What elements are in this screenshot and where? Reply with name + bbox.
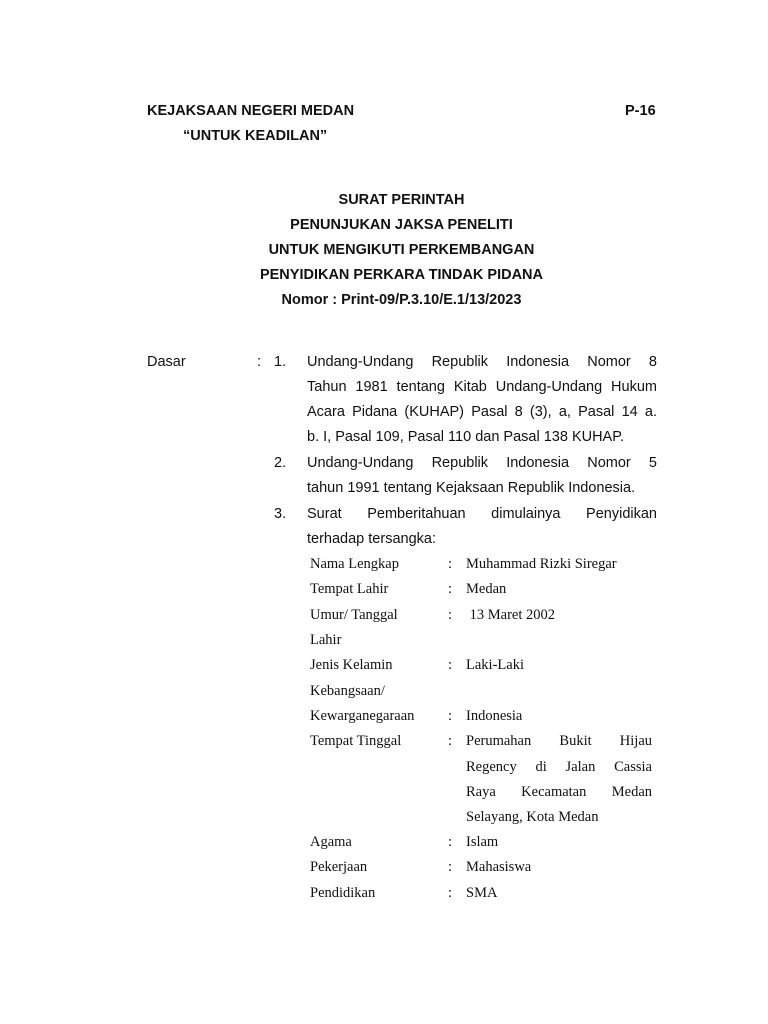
field-value: Indonesia bbox=[466, 708, 523, 724]
field-label: Pendidikan bbox=[310, 885, 376, 901]
dasar-colon: : bbox=[257, 354, 262, 370]
field-colon: : bbox=[448, 556, 453, 572]
field-value: Muhammad Rizki Siregar bbox=[466, 556, 617, 572]
dasar-item-number: 2. bbox=[274, 455, 287, 471]
document-number: Nomor : Print-09/P.3.10/E.1/13/2023 bbox=[281, 292, 522, 308]
dasar-item-line: b. I, Pasal 109, Pasal 110 dan Pasal 138 KUHAP. bbox=[307, 429, 625, 445]
field-value: Medan bbox=[466, 581, 507, 597]
field-value: Selayang, Kota Medan bbox=[466, 809, 599, 825]
title-line-1: SURAT PERINTAH bbox=[338, 192, 465, 208]
motto: “UNTUK KEADILAN” bbox=[183, 128, 328, 144]
dasar-item-number: 3. bbox=[274, 506, 287, 522]
dasar-item-line: Acara Pidana (KUHAP) Pasal 8 (3), a, Pasal 14 a. bbox=[307, 404, 657, 420]
dasar-item-line: terhadap tersangka: bbox=[307, 531, 436, 547]
field-value: Islam bbox=[466, 834, 499, 850]
title-line-4: PENYIDIKAN PERKARA TINDAK PIDANA bbox=[259, 267, 544, 283]
field-colon: : bbox=[448, 733, 453, 749]
office-name: KEJAKSAAN NEGERI MEDAN bbox=[147, 103, 355, 119]
field-colon: : bbox=[448, 859, 453, 875]
field-value: Laki-Laki bbox=[466, 657, 524, 673]
dasar-item-line: Undang-Undang Republik Indonesia Nomor 8 bbox=[307, 354, 657, 370]
title-line-2: PENUNJUKAN JAKSA PENELITI bbox=[290, 217, 513, 233]
form-code: P-16 bbox=[625, 103, 656, 119]
field-colon: : bbox=[448, 708, 453, 724]
dasar-item-line: Surat Pemberitahuan dimulainya Penyidikan bbox=[307, 506, 657, 522]
dasar-item-line: tahun 1991 tentang Kejaksaan Republik Indonesia. bbox=[307, 480, 636, 496]
field-colon: : bbox=[448, 834, 453, 850]
dasar-item-line: Undang-Undang Republik Indonesia Nomor 5 bbox=[307, 455, 657, 471]
field-value: Perumahan Bukit Hijau bbox=[466, 733, 652, 749]
field-label: Tempat Tinggal bbox=[310, 733, 402, 749]
field-label: Kebangsaan/ bbox=[310, 683, 385, 699]
field-label: Agama bbox=[310, 834, 352, 850]
field-label: Nama Lengkap bbox=[310, 556, 399, 572]
title-line-3: UNTUK MENGIKUTI PERKEMBANGAN bbox=[268, 242, 535, 258]
field-value: Mahasiswa bbox=[466, 859, 532, 875]
dasar-label: Dasar bbox=[147, 354, 186, 370]
dasar-item-number: 1. bbox=[274, 354, 287, 370]
field-label: Umur/ Tanggal bbox=[310, 607, 398, 623]
field-label: Tempat Lahir bbox=[310, 581, 389, 597]
dasar-item-line: Tahun 1981 tentang Kitab Undang-Undang Hukum bbox=[307, 379, 657, 395]
field-value: Raya Kecamatan Medan bbox=[466, 784, 652, 800]
field-label: Kewarganegaraan bbox=[310, 708, 415, 724]
field-label: Lahir bbox=[310, 632, 342, 648]
field-colon: : bbox=[448, 581, 453, 597]
field-value: Regency di Jalan Cassia bbox=[466, 759, 652, 775]
field-value: 13 Maret 2002 bbox=[466, 607, 555, 623]
field-colon: : bbox=[448, 607, 453, 623]
field-colon: : bbox=[448, 885, 453, 901]
field-colon: : bbox=[448, 657, 453, 673]
field-label: Pekerjaan bbox=[310, 859, 368, 875]
field-label: Jenis Kelamin bbox=[310, 657, 393, 673]
field-value: SMA bbox=[466, 885, 498, 901]
